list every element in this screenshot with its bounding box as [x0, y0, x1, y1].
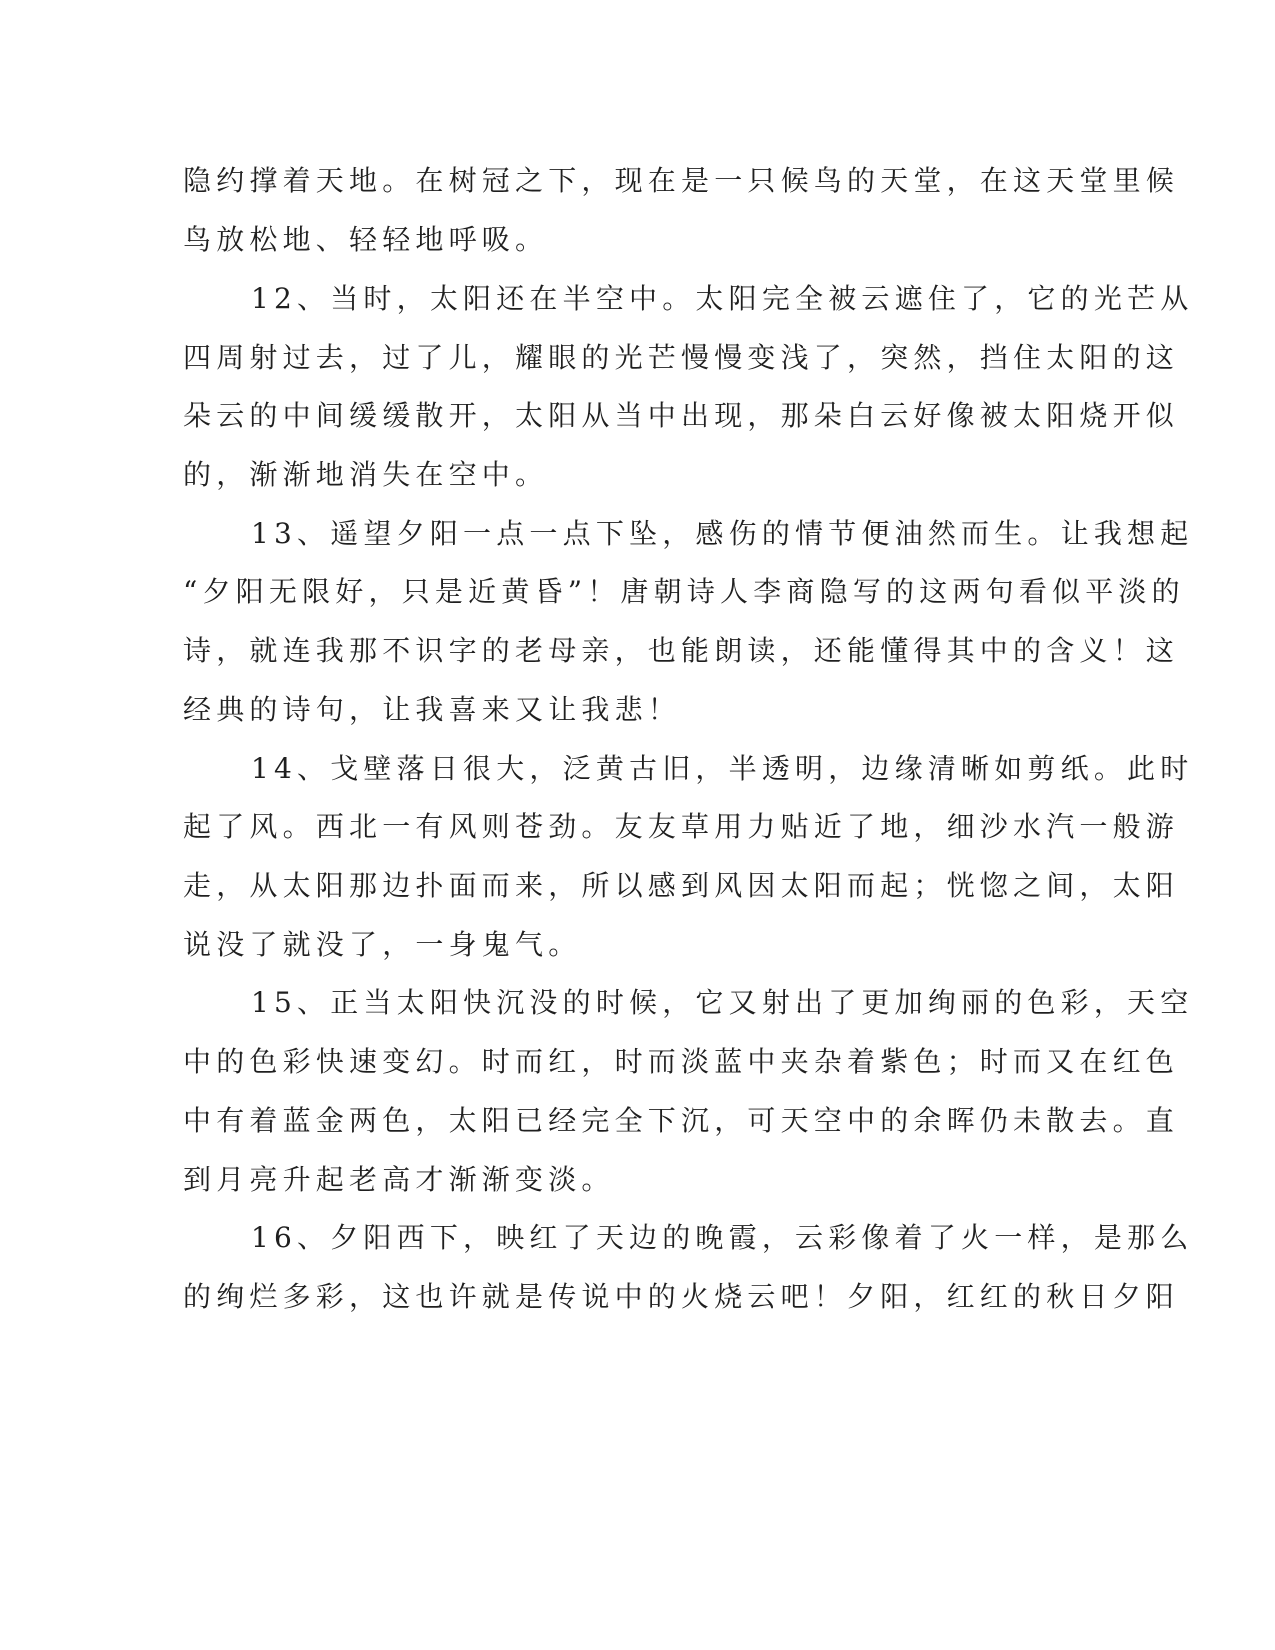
text-line: 的绚烂多彩，这也许就是传说中的火烧云吧！夕阳，红红的秋日夕阳 [183, 1280, 1180, 1313]
text-line: 走，从太阳那边扑面而来，所以感到风因太阳而起；恍惚之间，太阳 [183, 869, 1180, 902]
text-line: 四周射过去，过了儿，耀眼的光芒慢慢变浅了，突然，挡住太阳的这 [183, 341, 1180, 374]
paragraph-13-first-line: 13、遥望夕阳一点一点下坠，感伤的情节便油然而生。让我想起 [251, 517, 1194, 550]
text-line: 鸟放松地、轻轻地呼吸。 [183, 223, 549, 256]
text-line: 经典的诗句，让我喜来又让我悲！ [183, 693, 682, 726]
text-line: 起了风。西北一有风则苍劲。友友草用力贴近了地，细沙水汽一般游 [183, 810, 1180, 843]
text-line: 说没了就没了，一身鬼气。 [183, 928, 582, 961]
text-line: 的，渐渐地消失在空中。 [183, 458, 549, 491]
text-line: 朵云的中间缓缓散开，太阳从当中出现，那朵白云好像被太阳烧开似 [183, 399, 1180, 432]
text-line: 诗，就连我那不识字的老母亲，也能朗读，还能懂得其中的含义！这 [183, 634, 1180, 667]
text-line: “夕阳无限好，只是近黄昏”！唐朝诗人李商隐写的这两句看似平淡的 [183, 575, 1185, 608]
paragraph-12-first-line: 12、当时，太阳还在半空中。太阳完全被云遮住了，它的光芒从 [251, 282, 1194, 315]
text-line: 到月亮升起老高才渐渐变淡。 [183, 1163, 615, 1196]
paragraph-15-first-line: 15、正当太阳快沉没的时候，它又射出了更加绚丽的色彩，天空 [251, 986, 1194, 1019]
text-line: 中的色彩快速变幻。时而红，时而淡蓝中夹杂着紫色；时而又在红色 [183, 1045, 1180, 1078]
text-line: 隐约撑着天地。在树冠之下，现在是一只候鸟的天堂，在这天堂里候 [183, 164, 1180, 197]
paragraph-14-first-line: 14、戈壁落日很大，泛黄古旧，半透明，边缘清晰如剪纸。此时 [251, 752, 1194, 785]
text-line: 中有着蓝金两色，太阳已经完全下沉，可天空中的余晖仍未散去。直 [183, 1104, 1180, 1137]
paragraph-16-first-line: 16、夕阳西下，映红了天边的晚霞，云彩像着了火一样，是那么 [251, 1221, 1194, 1254]
